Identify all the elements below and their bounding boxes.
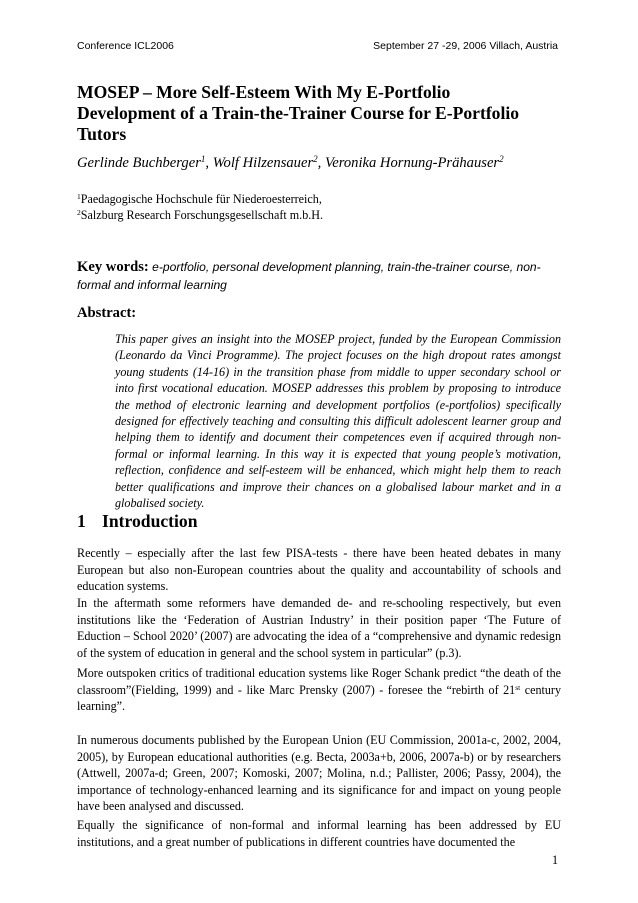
- affiliation-number: 1: [77, 191, 81, 201]
- affiliation-number: 2: [77, 207, 81, 217]
- ordinal-suffix: st: [515, 682, 521, 692]
- keywords-label: Key words:: [77, 259, 149, 275]
- author-name: Gerlinde Buchberger: [77, 155, 201, 171]
- keywords-text: e-portfolio, personal development planning, train-the-trainer course, non-formal and informal learning: [77, 260, 541, 292]
- body-paragraph-5: Equally the significance of non-formal and informal learning has been addressed by EU institutions, and a great number of publications in different countries have documented the: [77, 818, 561, 849]
- author-separator: ,: [205, 155, 213, 171]
- section-number: 1: [77, 511, 86, 531]
- author-affiliation-mark: 2: [313, 154, 318, 165]
- page-number: 1: [551, 853, 558, 867]
- body-paragraph-3: [77, 665, 561, 715]
- keywords: [77, 258, 561, 294]
- affiliation-2: [77, 208, 323, 223]
- paper-title: [77, 82, 567, 145]
- section-heading: [77, 511, 198, 532]
- running-header-date: September 27 -29, 2006 Villach, Austria: [373, 40, 558, 52]
- body-paragraph-1: Recently – especially after the last few PISA-tests - there have been heated debates in many European but also non-European countries about the quality and accountability of schools and education systems.: [77, 546, 561, 594]
- title-line-3: Tutors: [77, 124, 127, 144]
- running-header-conference: Conference ICL2006: [77, 40, 174, 52]
- abstract-text: This paper gives an insight into the MOSEP project, funded by the European Commission (Leonardo da Vinci Programme). The project focuses on the high dropout rates amongst young students (14-16) in the transition phase from middle to upper secondary school or into first vocational education. MOSEP addresses this problem by proposing to introduce the method of electronic learning and development portfolios (e-portfolios) specifically designed for effectively teaching and consulting this difficult adolescent learner group and helping them to identify and document their competences even if acquired through non-formal or informal learning. In this way it is expected that young people’s motivation, reflection, confidence and self-esteem will be enhanced, which might help them to reach better qualifications and improve their chances on a globalised labour market and in a globalised society.: [115, 332, 561, 511]
- body-paragraph-4: In numerous documents published by the European Union (EU Commission, 2001a-c, 2002, 2004, 2005), by European educational authorities (e.g. Becta, 2003a+b, 2006, 2007a-b) or by researchers (Attwell, 2007a-d; Green, 2007; Komoski, 2007; Molina, n.d.; Pallister, 2006; Passy, 2004), the importance of technology-enhanced learning and its significance for and impact on young people have been analysed and discussed.: [77, 733, 561, 814]
- body-paragraph-2: In the aftermath some reformers have demanded de- and re-schooling respectively, but even institutions like the ‘Federation of Austrian Industry’ in their position paper ‘The Future of Eduction – School 2020’ (2007) are advocating the idea of a “comprehensive and dynamic redesign of the system of education in general and the school system in particular” (p.3).: [77, 596, 561, 660]
- section-title: Introduction: [102, 511, 198, 531]
- title-line-1: MOSEP – More Self-Esteem With My E-Portfolio: [77, 82, 451, 102]
- abstract-heading: Abstract:: [77, 305, 137, 321]
- author-list: [77, 154, 504, 172]
- affiliation-1: [77, 192, 322, 207]
- affiliation-text: Salzburg Research Forschungsgesellschaft m.b.H.: [80, 208, 324, 222]
- title-line-2: Development of a Train-the-Trainer Course for E-Portfolio: [77, 103, 520, 123]
- author-separator: ,: [317, 155, 325, 171]
- author-affiliation-mark: 2: [499, 154, 504, 165]
- author-name: Veronika Hornung-Prähauser: [324, 155, 500, 171]
- author-affiliation-mark: 1: [200, 154, 206, 165]
- paragraph-text: century learning”.: [77, 682, 561, 714]
- author-name: Wolf Hilzensauer: [212, 155, 314, 171]
- affiliation-text: Paedagogische Hochschule für Niederoesterreich,: [80, 192, 322, 206]
- paragraph-text: More outspoken critics of traditional education systems like Roger Schank predict “the death of the classroom”(Fielding, 1999) and - like Marc Prensky (2007) - foresee the “rebirth of 21: [77, 666, 561, 697]
